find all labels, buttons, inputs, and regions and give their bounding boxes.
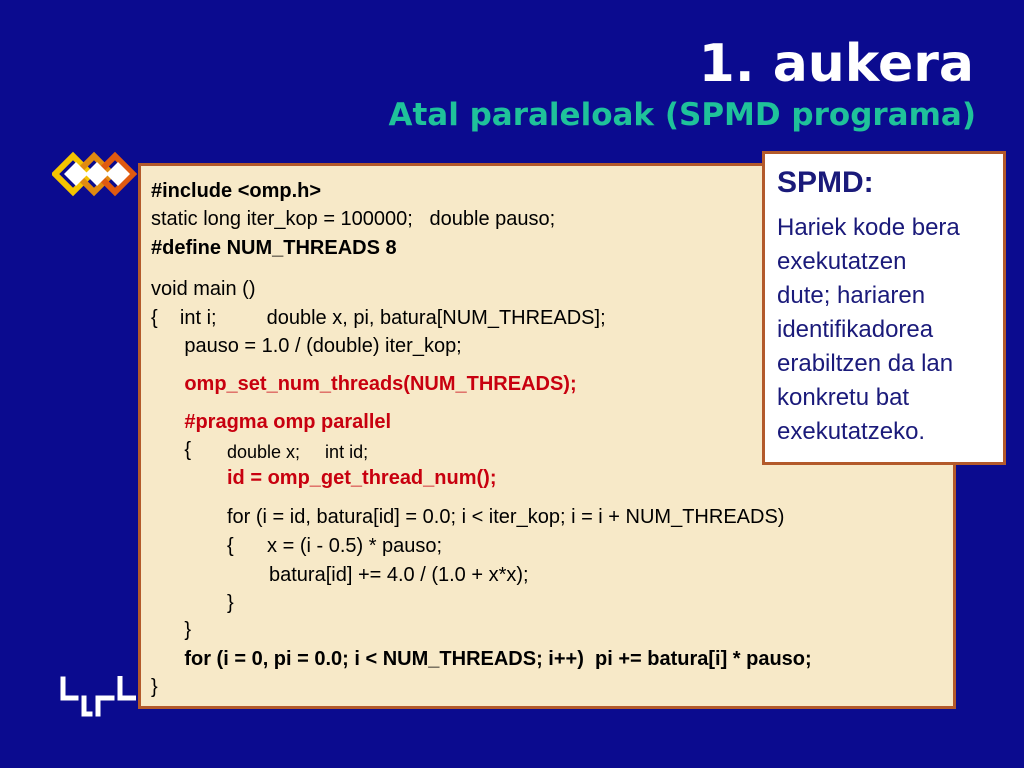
code-line-close-brace-main: } xyxy=(151,676,158,698)
code-line-pauso-assign: pauso = 1.0 / (double) iter_kop; xyxy=(151,335,462,357)
spmd-body-line: dute; hariaren xyxy=(777,282,926,309)
spmd-body-line: identifikadorea xyxy=(777,316,934,343)
spmd-body-line: erabiltzen da lan xyxy=(777,350,954,377)
code-line-get-thread-num: id = omp_get_thread_num(); xyxy=(227,467,497,489)
code-line-set-num-threads: omp_set_num_threads(NUM_THREADS); xyxy=(151,373,577,395)
code-line-for-loop: for (i = id, batura[id] = 0.0; i < iter_kop; i = i + NUM_THREADS) xyxy=(227,506,785,528)
code-line-pragma-parallel: #pragma omp parallel xyxy=(151,411,392,433)
code-line-void-main: void main () xyxy=(151,278,256,300)
slide-title: 1. aukera xyxy=(698,34,974,94)
code-line-include: #include <omp.h> xyxy=(151,180,322,202)
code-line-batura-accum: batura[id] += 4.0 / (1.0 + x*x); xyxy=(269,564,529,586)
code-line-static-long: static long iter_kop = 100000; double pauso; xyxy=(151,208,556,230)
code-line-close-brace-for: } xyxy=(227,592,234,614)
spmd-body-line: exekutatzen xyxy=(777,248,907,275)
interlocking-diamonds-logo-icon xyxy=(52,150,138,198)
code-line-define: #define NUM_THREADS 8 xyxy=(151,237,397,259)
spmd-body-line: Hariek kode bera xyxy=(777,214,960,241)
spmd-note-box xyxy=(762,151,1006,465)
spmd-body-line: konkretu bat xyxy=(777,384,910,411)
code-line-final-sum: for (i = 0, pi = 0.0; i < NUM_THREADS; i++) pi += batura[i] * pauso; xyxy=(151,648,812,670)
code-line-local-decl: double x; int id; xyxy=(227,442,369,462)
slide-subtitle: Atal paraleloak (SPMD programa) xyxy=(388,97,976,133)
code-line-open-brace-parallel: { xyxy=(151,439,192,461)
spmd-body-line: exekutatzeko. xyxy=(777,418,926,445)
spmd-body xyxy=(777,211,1003,449)
spmd-heading: SPMD: xyxy=(777,166,874,199)
university-logo-mark-icon xyxy=(60,676,136,724)
code-line-declarations: { int i; double x, pi, batura[NUM_THREADS]; xyxy=(151,307,606,329)
code-line-x-assign: { x = (i - 0.5) * pauso; xyxy=(227,535,443,557)
code-line-close-brace-parallel: } xyxy=(151,619,192,641)
